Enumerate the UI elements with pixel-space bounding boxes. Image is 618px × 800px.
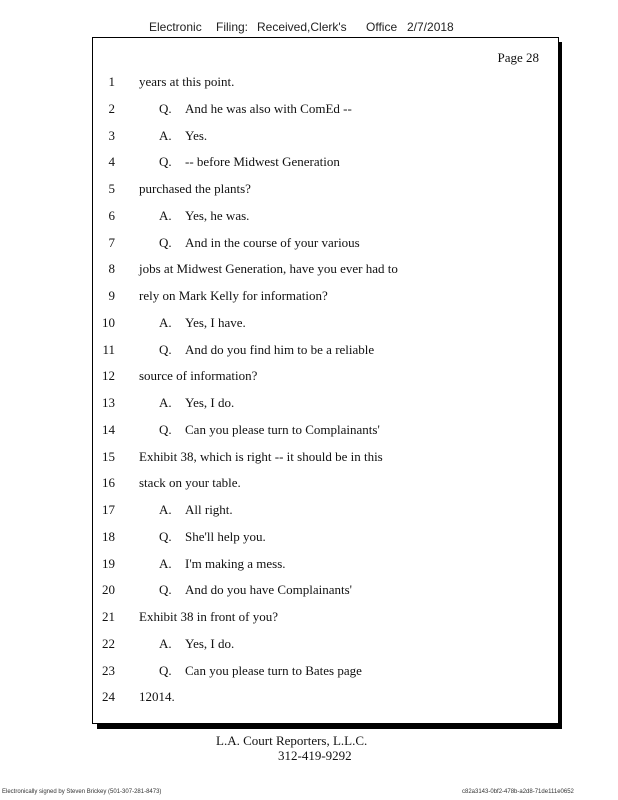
line-content: Yes, I do. bbox=[185, 395, 235, 410]
line-text bbox=[159, 342, 374, 358]
line-content: All right. bbox=[185, 502, 233, 517]
line-content: source of information? bbox=[139, 368, 258, 384]
line-number: 24 bbox=[102, 689, 115, 705]
line-content: Exhibit 38 in front of you? bbox=[139, 609, 279, 624]
transcript-line bbox=[93, 261, 558, 288]
speaker-label: Q. bbox=[159, 341, 172, 357]
line-number: 22 bbox=[102, 635, 115, 651]
line-number: 21 bbox=[102, 609, 115, 624]
speaker-label: Q. bbox=[159, 421, 172, 437]
line-content: Can you please turn to Complainants' bbox=[185, 421, 380, 437]
line-content: Yes. bbox=[185, 127, 208, 143]
line-text bbox=[159, 502, 233, 518]
speaker-label: Q. bbox=[159, 154, 172, 170]
speaker-label: A. bbox=[159, 127, 172, 143]
line-number: 3 bbox=[108, 127, 115, 143]
transcript-line bbox=[93, 663, 558, 690]
line-number: 23 bbox=[102, 662, 115, 678]
speaker-label: A. bbox=[159, 635, 172, 651]
line-content: And do you have Complainants' bbox=[185, 582, 352, 598]
line-number: 4 bbox=[108, 154, 115, 170]
electronic-signature: Electronically signed by Steven Brickey (501-307-281-8473) bbox=[2, 789, 162, 795]
transcript-page bbox=[92, 37, 559, 724]
reporter-phone: 312-419-9292 bbox=[278, 748, 352, 763]
line-text bbox=[159, 636, 234, 652]
line-content: Exhibit 38, which is right -- it should be in this bbox=[139, 448, 383, 464]
transcript-line bbox=[93, 636, 558, 663]
line-text bbox=[159, 663, 362, 679]
header-filing: Filing: bbox=[216, 20, 249, 34]
line-content: And do you find him to be a reliable bbox=[185, 341, 375, 357]
line-text bbox=[139, 609, 278, 625]
speaker-label: A. bbox=[159, 314, 172, 330]
line-text bbox=[139, 449, 383, 465]
line-text bbox=[159, 208, 249, 224]
line-text bbox=[139, 181, 251, 197]
transcript-line bbox=[93, 154, 558, 181]
line-text bbox=[139, 288, 328, 304]
line-number: 18 bbox=[102, 528, 115, 544]
line-content: I'm making a mess. bbox=[185, 555, 286, 571]
line-text bbox=[139, 689, 175, 705]
filing-stamp-header bbox=[0, 20, 618, 38]
line-text bbox=[159, 582, 352, 598]
line-content: stack on your table. bbox=[139, 475, 241, 491]
line-text bbox=[159, 556, 286, 572]
transcript-line bbox=[93, 288, 558, 315]
line-content: jobs at Midwest Generation, have you ever had to bbox=[139, 261, 398, 277]
transcript-line bbox=[93, 368, 558, 395]
speaker-label: Q. bbox=[159, 582, 172, 598]
line-number: 16 bbox=[102, 475, 115, 491]
line-content: Can you please turn to Bates page bbox=[185, 662, 362, 678]
transcript-line bbox=[93, 609, 558, 636]
line-text bbox=[159, 101, 352, 117]
line-text bbox=[159, 128, 207, 144]
transcript-line bbox=[93, 235, 558, 262]
line-number: 1 bbox=[108, 74, 115, 89]
line-number: 15 bbox=[102, 448, 115, 464]
line-number: 11 bbox=[102, 341, 115, 357]
header-received-clerks: Received,Clerk's bbox=[257, 20, 347, 34]
line-number: 12 bbox=[102, 368, 115, 384]
transcript-line bbox=[93, 529, 558, 556]
line-content: 12014. bbox=[139, 689, 175, 705]
speaker-label: A. bbox=[159, 395, 172, 410]
speaker-label: A. bbox=[159, 207, 172, 223]
speaker-label: Q. bbox=[159, 528, 172, 544]
line-text bbox=[159, 235, 360, 251]
speaker-label: Q. bbox=[159, 100, 172, 116]
line-content: Yes, I do. bbox=[185, 635, 235, 651]
speaker-label: Q. bbox=[159, 662, 172, 678]
line-text bbox=[159, 395, 234, 411]
reporter-company: L.A. Court Reporters, L.L.C. bbox=[216, 733, 368, 748]
line-content: And he was also with ComEd -- bbox=[185, 100, 352, 116]
line-number: 7 bbox=[108, 234, 115, 250]
line-content: And in the course of your various bbox=[185, 234, 360, 250]
speaker-label: A. bbox=[159, 555, 172, 571]
transcript-lines bbox=[93, 74, 558, 716]
transcript-line bbox=[93, 449, 558, 476]
transcript-line bbox=[93, 342, 558, 369]
line-text bbox=[139, 475, 241, 491]
line-number: 17 bbox=[102, 502, 115, 517]
line-content: Yes, I have. bbox=[185, 314, 246, 330]
transcript-line bbox=[93, 181, 558, 208]
line-content: Yes, he was. bbox=[185, 207, 250, 223]
line-text bbox=[139, 74, 234, 90]
header-date: 2/7/2018 bbox=[407, 20, 454, 34]
line-number: 20 bbox=[102, 582, 115, 598]
line-number: 6 bbox=[108, 207, 115, 223]
line-content: -- before Midwest Generation bbox=[185, 154, 340, 170]
line-text bbox=[139, 261, 398, 277]
line-text bbox=[159, 315, 246, 331]
speaker-label: A. bbox=[159, 502, 172, 517]
line-content: years at this point. bbox=[139, 74, 235, 89]
transcript-line bbox=[93, 101, 558, 128]
speaker-label: Q. bbox=[159, 234, 172, 250]
header-office: Office bbox=[366, 20, 398, 34]
line-number: 10 bbox=[102, 314, 115, 330]
page-number: Page 28 bbox=[497, 50, 539, 65]
line-text bbox=[159, 529, 266, 545]
transcript-line bbox=[93, 74, 558, 101]
line-content: purchased the plants? bbox=[139, 181, 251, 196]
transcript-line bbox=[93, 556, 558, 583]
transcript-line bbox=[93, 395, 558, 422]
transcript-line bbox=[93, 475, 558, 502]
line-text bbox=[139, 368, 257, 384]
line-number: 19 bbox=[102, 555, 115, 571]
transcript-line bbox=[93, 315, 558, 342]
line-number: 2 bbox=[108, 100, 115, 116]
header-electronic: Electronic bbox=[149, 20, 202, 34]
transcript-line bbox=[93, 422, 558, 449]
transcript-line bbox=[93, 502, 558, 529]
line-number: 9 bbox=[108, 288, 115, 303]
document-hash: c82a3143-0bf2-478b-a2d8-71de111e0652 bbox=[462, 789, 574, 795]
line-number: 14 bbox=[102, 421, 115, 437]
transcript-line bbox=[93, 689, 558, 716]
line-number: 8 bbox=[108, 261, 115, 277]
transcript-line bbox=[93, 128, 558, 155]
line-text bbox=[159, 422, 380, 438]
line-content: rely on Mark Kelly for information? bbox=[139, 288, 328, 303]
line-content: She'll help you. bbox=[185, 528, 266, 544]
line-number: 5 bbox=[108, 181, 115, 196]
transcript-line bbox=[93, 208, 558, 235]
transcript-line bbox=[93, 582, 558, 609]
line-text bbox=[159, 154, 340, 170]
line-number: 13 bbox=[102, 395, 115, 410]
